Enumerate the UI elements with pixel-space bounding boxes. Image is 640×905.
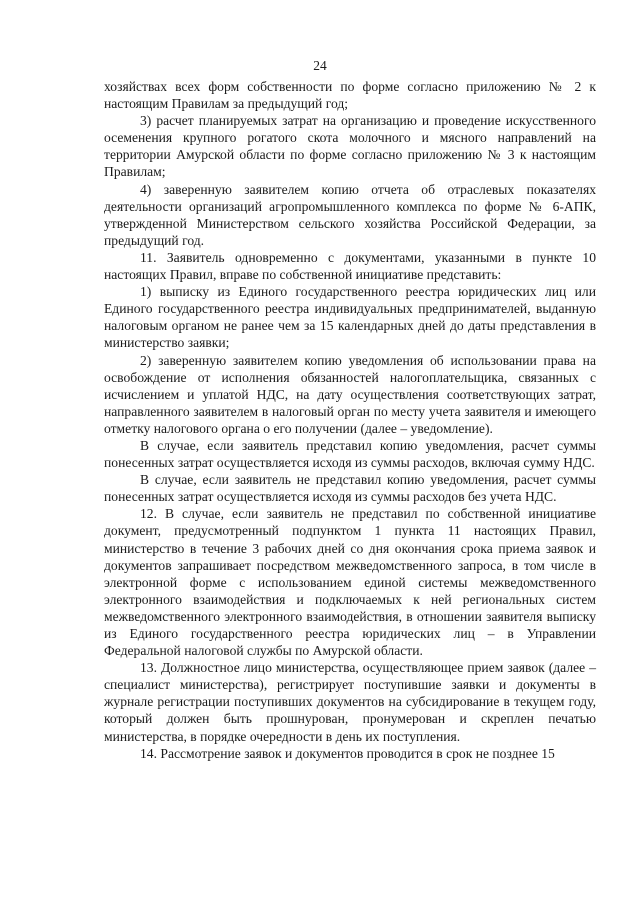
document-body <box>104 78 596 762</box>
paragraph-without-vat: В случае, если заявитель не представил копию уведомления, расчет суммы понесенных затрат осуществляется исходя из суммы расходов без учета НДС. <box>104 472 596 505</box>
page-number: 24 <box>313 58 327 73</box>
paragraph-continuation: хозяйствах всех форм собственности по форме согласно приложению № 2 к настоящим Правилам за предыдущий год; <box>104 79 596 112</box>
paragraph-with-vat: В случае, если заявитель представил копию уведомления, расчет суммы понесенных затрат осуществляется исходя из суммы расходов, включая сумму НДС. <box>104 437 596 471</box>
paragraph-clause-11-item-1: 1) выписку из Единого государственного реестра юридических лиц или Единого государственного реестра индивидуальных предпринимателей, выданную налоговым органом не ранее чем за 15 календарных дней до даты представления в министерство заявки; <box>104 284 596 351</box>
paragraph-clause-11: 11. Заявитель одновременно с документами, указанными в пункте 10 настоящих Правил, вправе по собственной инициативе представить: <box>104 249 596 283</box>
paragraph-clause-13: 13. Должностное лицо министерства, осуществляющее прием заявок (далее – специалист министерства), регистрирует поступившие заявки и документы в журнале регистрации поступивших документов на субсидирование в текущем году, который должен быть прошнурован, пронумерован и скреплен печатью министерства, в порядке очередности в день их поступления. <box>104 660 596 744</box>
paragraph-clause-11-item-2: 2) заверенную заявителем копию уведомления об использовании права на освобождение от исполнения обязанностей налогоплательщика, связанных с исчислением и уплатой НДС, на дату осуществления соответствующих затрат, направленного заявителем в налоговый орган по месту учета заявителя и имеющего отметку налогового органа о его получении (далее – уведомление). <box>104 352 596 436</box>
paragraph-clause-12: 12. В случае, если заявитель не представил по собственной инициативе документ, предусмотренный подпунктом 1 пункта 11 настоящих Правил, министерство в течение 3 рабочих дней со дня окончания срока приема заявок и документов запрашивает посредством межведомственного запроса, в том числе в электронной форме с использованием единой системы межведомственного электронного взаимодействия и подключаемых к ней региональных систем межведомственного электронного взаимодействия, в отношении заявителя выписку из Единого государственного реестра юридических лиц – в Управлении Федеральной налоговой службы по Амурской области. <box>104 506 596 659</box>
paragraph-item-3: 3) расчет планируемых затрат на организацию и проведение искусственного осеменения крупного рогатого скота молочного и мясного направлений на территории Амурской области по форме согласно приложению № 3 к настоящим Правилам; <box>104 113 596 180</box>
paragraph-clause-14: 14. Рассмотрение заявок и документов проводится в срок не позднее 15 <box>140 745 555 761</box>
paragraph-item-4: 4) заверенную заявителем копию отчета об отраслевых показателях деятельности организаций агропромышленного комплекса по форме № 6-АПК, утвержденной Министерством сельского хозяйства Российской Федерации, за предыдущий год. <box>104 181 596 248</box>
